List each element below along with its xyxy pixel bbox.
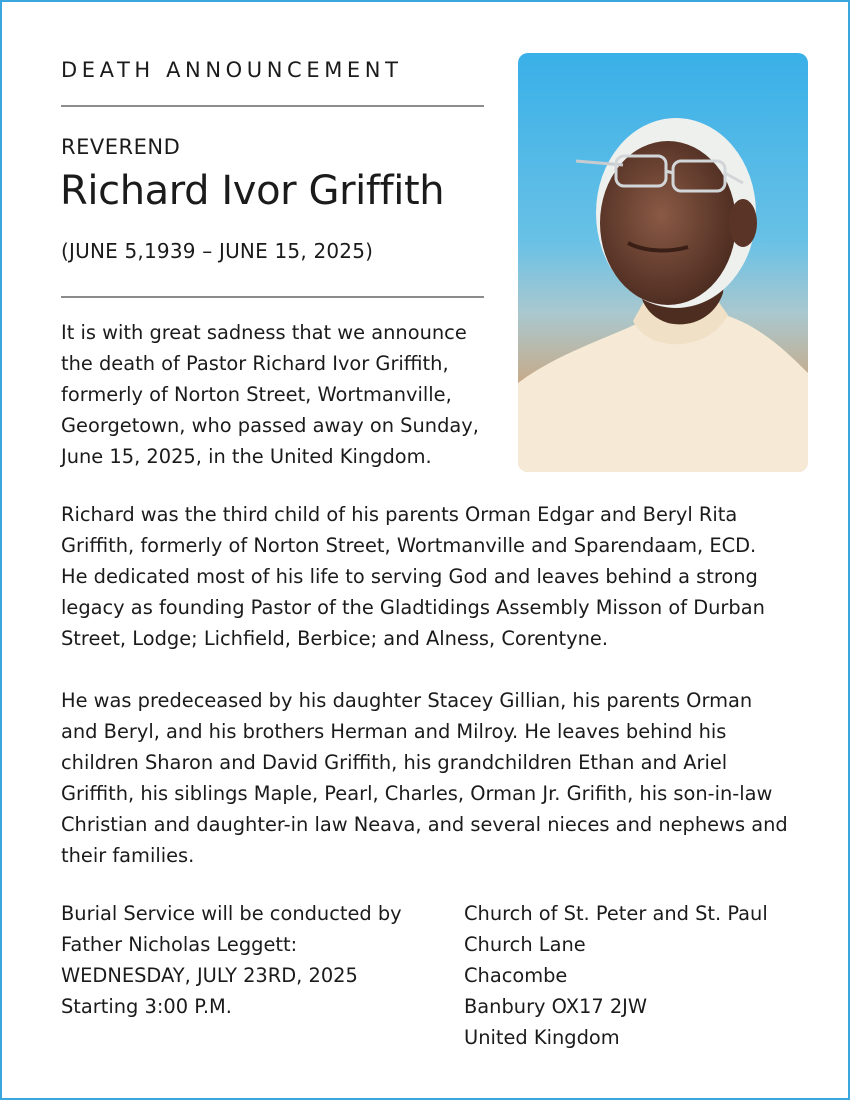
announcement-header: DEATH ANNOUNCEMENT <box>61 58 403 82</box>
life-dates: (JUNE 5,1939 – JUNE 15, 2025) <box>61 239 374 263</box>
family-line: He was predeceased by his daughter Stacey Gillian, his parents Orman <box>61 689 753 712</box>
biography-line: Richard was the third child of his parents Orman Edgar and Beryl Rita <box>61 503 738 526</box>
address-line: Chacombe <box>464 964 568 987</box>
service-line: Starting 3:00 P.M. <box>61 995 232 1018</box>
intro-line: Georgetown, who passed away on Sunday, <box>61 414 479 437</box>
intro-line: June 15, 2025, in the United Kingdom. <box>61 445 432 468</box>
biography-line: Street, Lodge; Lichfield, Berbice; and Alness, Corentyne. <box>61 627 608 650</box>
family-line: children Sharon and David Griffith, his grandchildren Ethan and Ariel <box>61 751 728 774</box>
biography-line: He dedicated most of his life to serving God and leaves behind a strong <box>61 565 758 588</box>
service-line: Father Nicholas Leggett: <box>61 933 298 956</box>
address-line: Church of St. Peter and St. Paul <box>464 902 768 925</box>
church-address <box>464 898 824 1053</box>
family-paragraph <box>61 685 801 871</box>
intro-line: It is with great sadness that we announce <box>61 321 467 344</box>
deceased-name: Richard Ivor Griffith <box>60 168 445 214</box>
address-line: Church Lane <box>464 933 586 956</box>
biography-paragraph <box>61 499 801 654</box>
intro-line: formerly of Norton Street, Wortmanville, <box>61 383 452 406</box>
family-line: Christian and daughter-in law Neava, and several nieces and nephews and <box>61 813 788 836</box>
service-details <box>61 898 441 1022</box>
address-line: Banbury OX17 2JW <box>464 995 648 1018</box>
biography-line: legacy as founding Pastor of the Gladtidings Assembly Misson of Durban <box>61 596 765 619</box>
service-line: Burial Service will be conducted by <box>61 902 402 925</box>
intro-line: the death of Pastor Richard Ivor Griffith, <box>61 352 449 375</box>
family-line: and Beryl, and his brothers Herman and Milroy. He leaves behind his <box>61 720 727 743</box>
honorific: REVEREND <box>61 135 181 159</box>
intro-paragraph <box>61 317 501 472</box>
address-line: United Kingdom <box>464 1026 620 1049</box>
portrait-photo <box>518 53 808 472</box>
service-line: WEDNESDAY, JULY 23RD, 2025 <box>61 964 358 987</box>
divider-top <box>61 105 484 107</box>
family-line: their families. <box>61 844 195 867</box>
family-line: Griffith, his siblings Maple, Pearl, Charles, Orman Jr. Grifith, his son-in-law <box>61 782 773 805</box>
divider-bottom <box>61 296 484 298</box>
biography-line: Griffith, formerly of Norton Street, Wortmanville and Sparendaam, ECD. <box>61 534 757 557</box>
